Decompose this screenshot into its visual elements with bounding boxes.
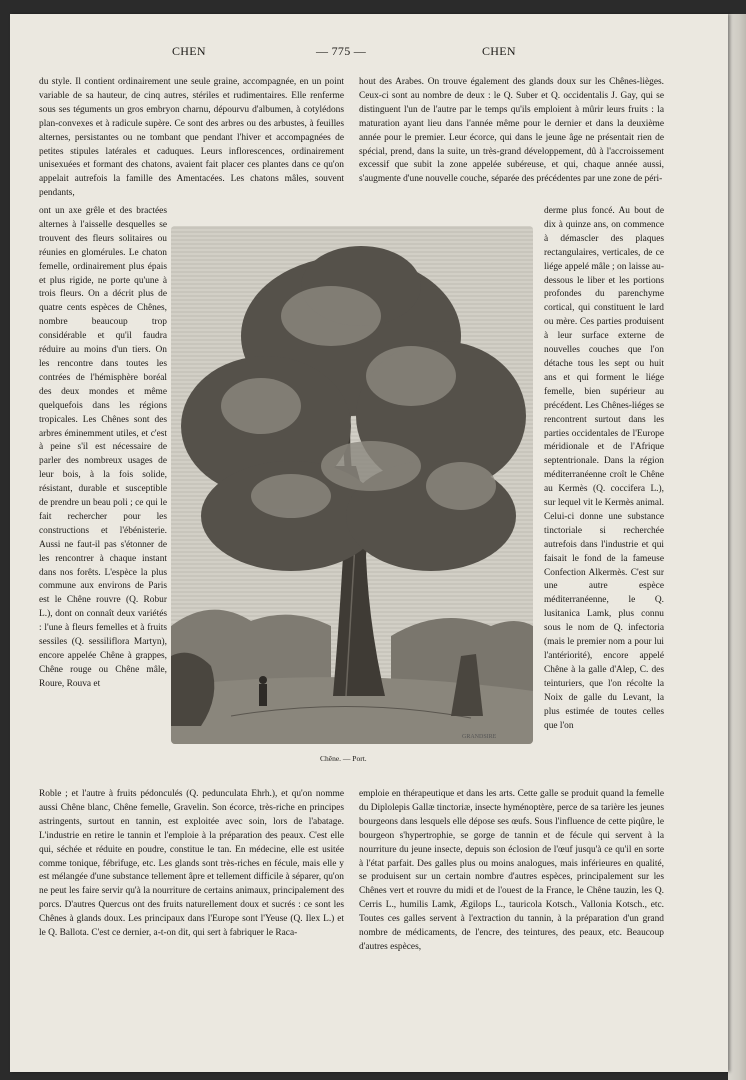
column-left-narrow — [39, 205, 167, 692]
oak-tree-engraving — [171, 226, 533, 744]
paragraph: derme plus foncé. Au bout de dix à quinze ans, on commence à démascler des plaques rectangulaires, verticales, de ce liége appelé mâle ; on laisse au-dessous le liber et les portions profondes du parenchyme cortical, qui constituent le lard ou mère. Ces parties produisent à leur surface externe de nouvelles couches que l'on détache tous les sept ou huit ans et qui forment le liége femelle, bien supérieur au précédent. Les Chênes-liéges se rencontrent surtout dans les parties occidentales de l'Europe méridionale et de l'Afrique septentrionale. Dans la région méditerranéenne croît le Chêne au Kermès (Q. coccifera L.), sur lequel vit le Kermès animal. Celui-ci donne une substance tinctoriale si recherchée autrefois dans l'industrie et qui faisait le fond de la fameuse Confection Alkermès. C'est sur une autre espèce méditerranéenne, le Q. lusitanica Lamk, plus connu sous le nom de Q. infectoria (mais le premier nom a pour lui l'antériorité), encore appelé Chêne à la galle d'Alep, C. des teinturiers, que l'on récolte la Noix de galle du Levant, la plus estimée de toutes celles que l'on — [544, 206, 664, 731]
column-right-narrow — [544, 205, 664, 733]
oak-tree-illustration — [171, 226, 533, 744]
figure-caption: Chêne. — Port. — [320, 754, 367, 763]
paragraph: ont un axe grêle et des bractées alternes à l'aisselle desquelles se trouvent des fleurs solitaires ou réunies en glomérules. Le chaton femelle, ordinairement plus épais et plus rigide, ne porte qu'une à trois fleurs. On a décrit plus de quatre cents espèces de Chênes, nombre beaucoup trop considérable et qu'il faudra réduire au moins d'un tiers. On les rencontre dans toutes les contrées de l'hémisphère boréal des deux mondes et même quelquefois dans les régions tropicales. Les Chênes sont des arbres éminemment utiles, et c'est à peine s'il est nécessaire de parler des nombreux usages de leur bois, à la fois solide, résistant, durable et susceptible de prendre un beau poli ; ce qui le fait rechercher pour les constructions et l'ébénisterie. Aussi ne faut-il pas s'étonner de les rencontrer à chaque instant dans nos forêts. L'espèce la plus commune aux environs de Paris est le Chêne rouvre (Q. Robur L.), dont on connaît deux variétés : l'une à fleurs femelles et à fruits sessiles (Q. sessiliflora Martyn), encore appelée Chêne à grappes, Chêne rouge ou Chêne mâle, Roure, Rouva et — [39, 206, 167, 689]
column-right-bottom — [359, 788, 664, 955]
paragraph: hout des Arabes. On trouve également des glands doux sur les Chênes-lièges. Ceux-ci sont au nombre de deux : le Q. Suber et Q. occidentalis J. Gay, qui se distinguent l'un de l'autre par le temps qu'ils emploient à mûrir leurs fruits : la maturation ayant lieu dans l'année même pour le dernier et dans la deuxième année pour le premier. Leur écorce, qui dans le jeune âge ne présentait rien de spécial, prend, dans la suite, un très-grand développement, dû à l'accroissement excessif que subit la zone appelée subéreuse, et qui, chaque année aussi, s'augmente d'une nouvelle couche, séparée des précédentes par une zone de péri- — [359, 77, 664, 185]
paragraph: emploie en thérapeutique et dans les arts. Cette galle se produit quand la femelle du Diplolepis Gallæ tinctoriæ, insecte hyménoptère, perce de sa tarière les jeunes bourgeons dans lesquels elle dépose ses œufs. Sous l'influence de cette piqûre, le bourgeon s'hypertrophie, se gorge de tannin et de fécule qui servent à la nourriture du jeune insecte, depuis son éclosion de l'œuf jusqu'à ce qu'il en sorte à l'état parfait. Des galles plus ou moins analogues, mais inférieures en qualité, se produisent sur un certain nombre d'autres espèces, principalement sur les Chênes vert et rouvre du midi et de l'ouest de la France, le Chêne tauzin, les Q. Cerris L., humilis Lamk, Ægilops L., tauricola Kotsch., Vallonia Kotsch., etc. Toutes ces galles servent à l'extraction du tannin, à la préparation d'un grand nombre de médicaments, de l'encre, des teintures, des peaux, etc. Beaucoup d'autres espèces, — [359, 789, 664, 952]
column-left-top — [39, 76, 344, 201]
column-left-bottom — [39, 788, 344, 941]
running-head-right: CHEN — [482, 44, 516, 58]
page-edge — [728, 14, 746, 1080]
engraver-signature: GRANDSIRE — [462, 734, 497, 740]
running-head-left: CHEN — [172, 44, 206, 58]
paragraph: du style. Il contient ordinairement une seule graine, accompagnée, en un point variable de sa hauteur, de cinq autres, stériles et rudimentaires. Elle renferme sous ses téguments un gros embryon charnu, dépourvu d'albumen, à cotylédons plan-convexes et à radicule supère. Ce sont des arbres ou des arbustes, à feuilles alternes, persistantes ou ne tombant que pendant l'hiver et accompagnées de petites stipules latérales et caduques. Leurs inflorescences, ordinairement unisexuées et formant des chatons, avaient fait placer ces plantes dans ce qu'on appelait autrefois la famille des Amentacées. Les chatons mâles, souvent pendants, — [39, 77, 344, 199]
page-number: — 775 — — [316, 44, 367, 58]
column-right-top — [359, 76, 664, 187]
paragraph: Roble ; et l'autre à fruits pédonculés (Q. pedunculata Ehrh.), et qu'on nomme aussi Chêne blanc, Chêne femelle, Gravelin. Son écorce, très-riche en principes astringents, surtout en tannin, est exploitée avec soin, lors de l'abatage. L'industrie en retire le tannin et l'emploie à la préparation des peaux. C'est elle qui, séchée et réduite en poudre, constitue le tan. En médecine, elle est usitée comme tonique, fébrifuge, etc. Les glands sont très-riches en fécule, mais elle y est mélangée d'une substance tellement âpre et tellement difficile à séparer, qu'on ne peut les faire servir qu'à la nourriture de certains animaux, principalement des porcs. D'autres Quercus ont des fruits naturellement doux et sucrés : ce sont les Chênes à glands doux. Les principaux dans l'Europe sont l'Yeuse (Q. Ilex L.) et le Q. Ballota. C'est ce dernier, a-t-on dit, qui sert à fabriquer le Raca- — [39, 789, 344, 939]
